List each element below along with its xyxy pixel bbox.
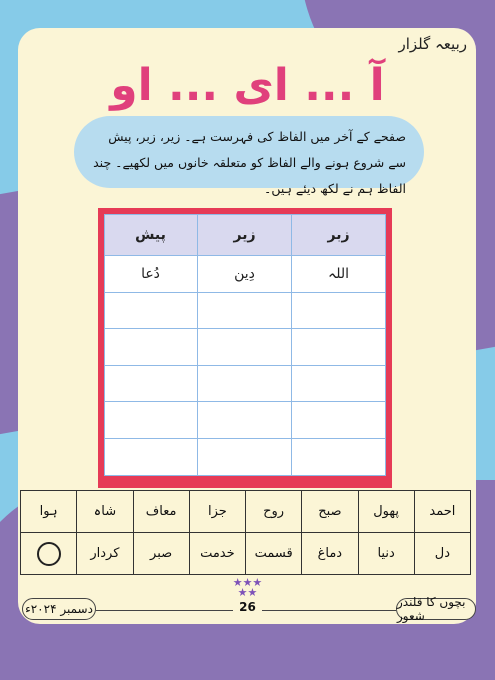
table-header-cell: زیر [198,214,292,256]
page-number-text: 26 [233,600,262,614]
word-bank-word: شاہ [76,490,133,533]
word-bank-word: صبح [301,490,358,533]
table-cell[interactable] [198,366,292,403]
word-bank-circle-cell [20,532,77,575]
table-cell[interactable]: دُعا [104,256,198,293]
word-bank-word: ہوا [20,490,77,533]
word-bank-word: احمد [414,490,471,533]
table-cell[interactable]: دِین [198,256,292,293]
stars-decoration: ★★★ [232,576,263,589]
table-cell[interactable] [104,402,198,439]
word-bank-word: قسمت [245,532,302,575]
table-cell[interactable] [198,329,292,366]
word-bank-word: معاف [133,490,190,533]
table-cell[interactable] [292,329,386,366]
word-bank-word: پھول [358,490,415,533]
table-cell[interactable] [104,366,198,403]
table-cell[interactable] [198,293,292,330]
footer-date: دسمبر ۲۰۲۴ء [22,598,96,620]
table-header-cell: زبر [292,214,386,256]
word-bank-word: دنیا [358,532,415,575]
table-cell[interactable] [104,439,198,476]
table-cell[interactable] [292,402,386,439]
table-cell[interactable] [292,366,386,403]
table-cell[interactable] [292,293,386,330]
table-header-cell: پیش [104,214,198,256]
table-cell[interactable] [198,402,292,439]
word-bank-word: جزا [189,490,246,533]
word-bank-word: کردار [76,532,133,575]
answer-table [104,214,386,476]
table-cell[interactable] [198,439,292,476]
page-title: آ ... ای ... او [110,60,385,111]
word-bank-word: دماغ [301,532,358,575]
table-cell[interactable] [292,439,386,476]
instructions-box: صفحے کے آخر میں الفاظ کی فہرست ہے۔ زیر، زبر، پیش سے شروع ہونے والے الفاظ کو متعلقہ خانوں میں لکھیے۔ چند الفاظ ہم نے لکھ دیئے ہیں۔ [74,116,424,188]
table-cell[interactable]: اللہ [292,256,386,293]
circle-icon [37,542,61,566]
page-number [0,600,495,614]
table-cell[interactable] [104,329,198,366]
table-cell[interactable] [104,293,198,330]
word-bank-word: صبر [133,532,190,575]
word-bank-word: دل [414,532,471,575]
author-name: ربیعہ گلزار [398,35,467,53]
footer-magazine: بچوں کا قلندر شعور [396,598,476,620]
word-bank-word: روح [245,490,302,533]
word-bank [20,490,470,574]
word-bank-word: خدمت [189,532,246,575]
stars-decoration-small: ★★ [237,586,258,599]
